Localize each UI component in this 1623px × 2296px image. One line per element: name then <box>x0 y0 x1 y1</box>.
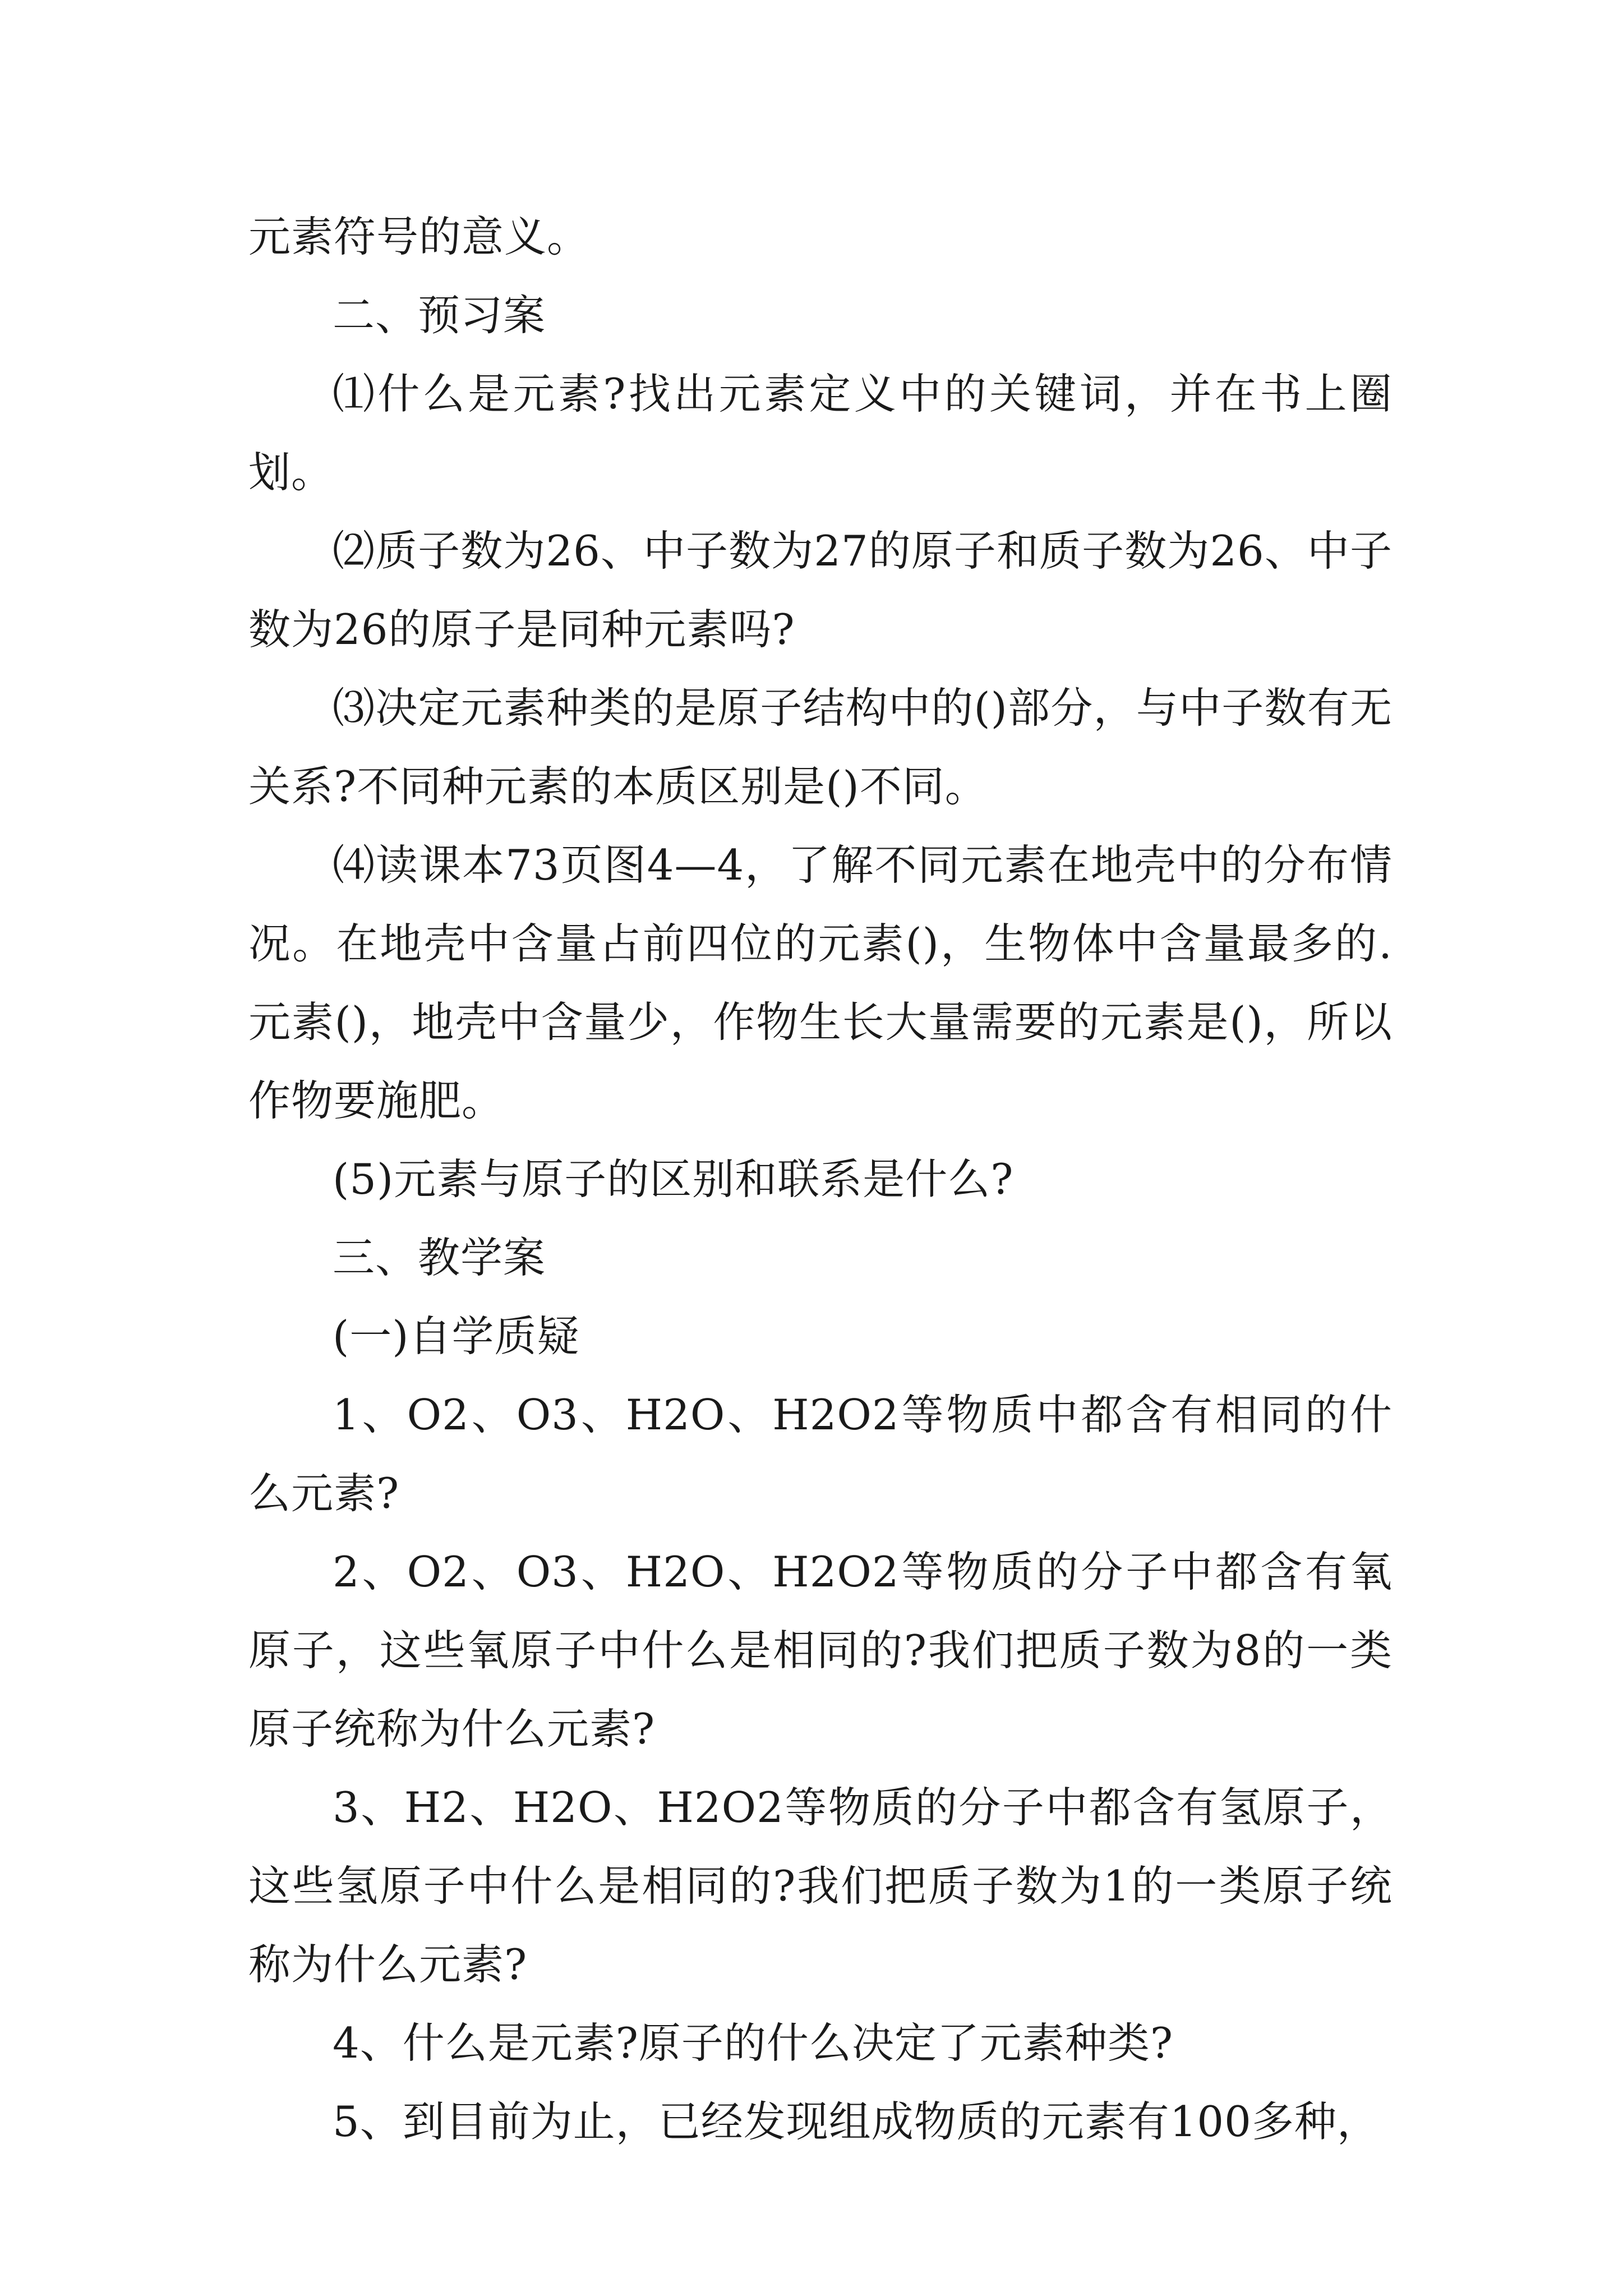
item-3: 3、H2、H2O、H2O2等物质的分子中都含有氢原子，这些氢原子中什么是相同的?我们把质子数为1的一类原子统称为什么元素? <box>248 1783 1393 1989</box>
section-heading-preview: 二、预习案 <box>333 291 546 340</box>
section-heading-teaching: 三、教学案 <box>333 1233 546 1282</box>
item-4: 4、什么是元素?原子的什么决定了元素种类? <box>333 2018 1174 2068</box>
question-3: ⑶决定元素种类的是原子结构中的()部分，与中子数有无关系?不同种元素的本质区别是()不同。 <box>248 683 1393 811</box>
question-2: ⑵质子数为26、中子数为27的原子和质子数为26、中子数为26的原子是同种元素吗? <box>248 526 1393 654</box>
item-5: 5、到目前为止，已经发现组成物质的元素有100多种， <box>333 2097 1380 2146</box>
item-1: 1、O2、O3、H2O、H2O2等物质中都含有相同的什么元素? <box>248 1390 1393 1518</box>
subsection-heading-self-study: (一)自学质疑 <box>333 1312 580 1361</box>
question-1: ⑴什么是元素?找出元素定义中的关键词，并在书上圈划。 <box>248 369 1393 497</box>
question-4: ⑷读课本73页图4—4，了解不同元素在地壳中的分布情况。在地壳中含量占前四位的元素()，生物体中含量最多的.元素()，地壳中含量少，作物生长大量需要的元素是()，所以作物要施肥。 <box>248 840 1393 1125</box>
paragraph-continuation: 元素符号的意义。 <box>248 212 590 261</box>
question-5: (5)元素与原子的区别和联系是什么? <box>333 1154 1014 1204</box>
item-2: 2、O2、O3、H2O、H2O2等物质的分子中都含有氧原子，这些氧原子中什么是相同的?我们把质子数为8的一类原子统称为什么元素? <box>248 1547 1393 1754</box>
document-body <box>248 197 1393 2161</box>
